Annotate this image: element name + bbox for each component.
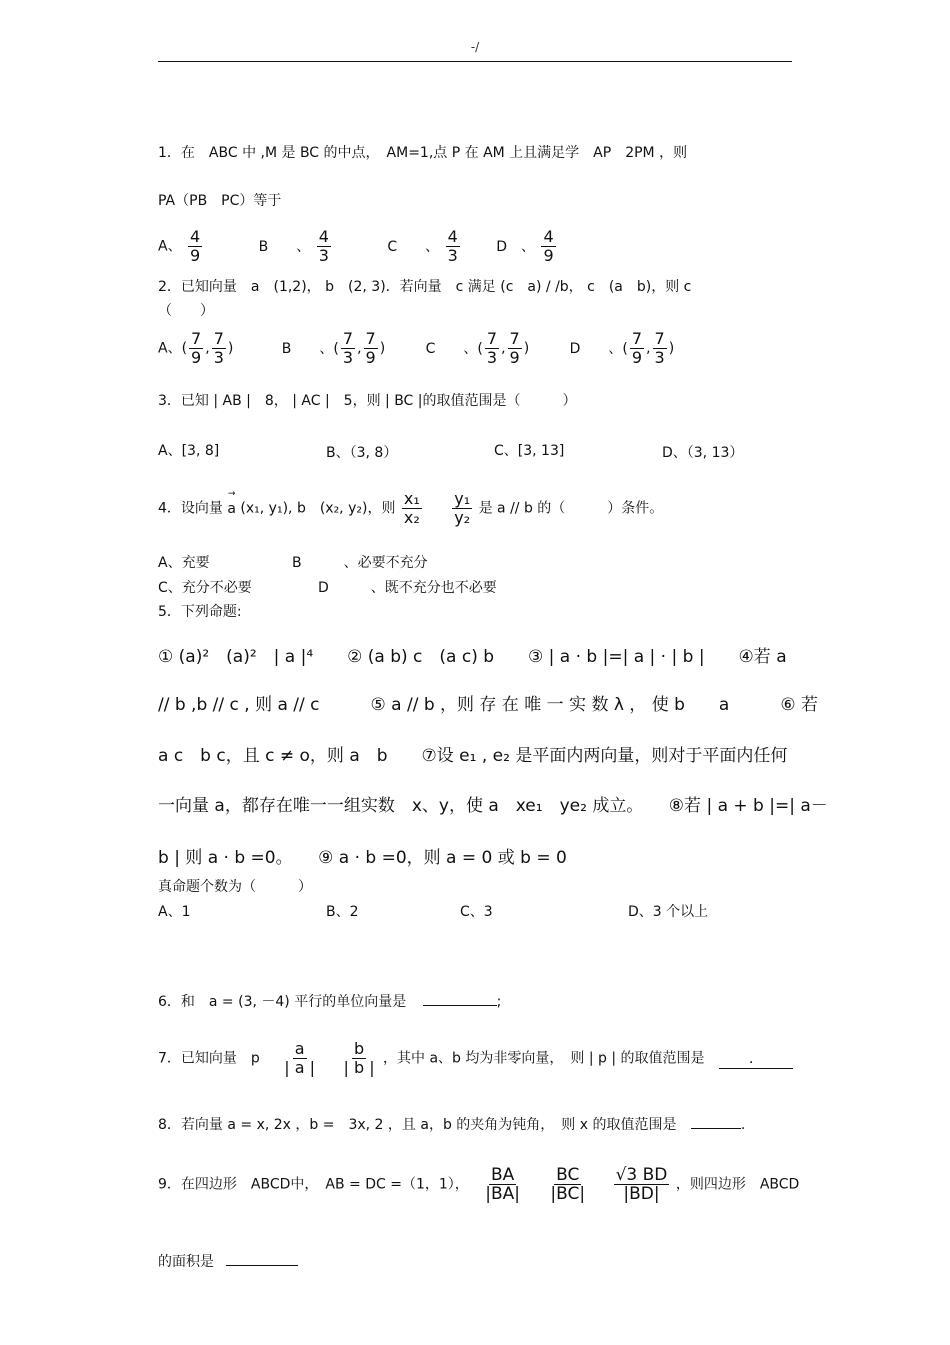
q3-opt-d: D、（3, 13）	[662, 445, 744, 461]
q4-mid: (x₁, y₁), b (x₂, y₂)，则	[240, 500, 396, 517]
q1-opt-b-frac: $\frac{4}{3}$	[318, 227, 329, 265]
q7-frac-b: $\frac{b}{| b |}$	[343, 1039, 375, 1077]
q9-line2	[158, 1251, 298, 1271]
q8-answer-blank[interactable]	[691, 1128, 741, 1129]
q7-frac-a: $\frac{a}{| a |}$	[284, 1039, 316, 1077]
q4-vec-a: → a	[227, 501, 236, 517]
q5-line3: a c b c，且 c ≠ o，则 a b ⑦设 e₁ , e₂ 是平面内两向量，则对于平面内任何	[158, 746, 788, 766]
q4-pre: 4．设向量	[158, 500, 223, 517]
q5-opt-a: A、1	[158, 904, 191, 920]
q3-opt-c: C、[3, 13]	[494, 443, 565, 459]
q8-end: .	[740, 1117, 746, 1133]
q1-opt-c-label: C 、	[387, 238, 440, 255]
q3-opt-b: B、（3, 8）	[326, 445, 398, 461]
q1-opt-d-frac: $\frac{4}{9}$	[543, 227, 554, 265]
q2-opt-d-f2: $\frac{7}{3}$	[654, 329, 665, 367]
q1-opt-d-label: D 、	[496, 238, 536, 255]
q2-opt-a-f2: $\frac{7}{3}$	[213, 329, 224, 367]
q6-text: 6．和 a = (3, －4) 平行的单位向量是	[158, 994, 407, 1010]
q9-line2-text: 的面积是	[158, 1254, 214, 1270]
q2-opt-b-f1: $\frac{7}{3}$	[342, 329, 354, 367]
q2-opt-c-f1: $\frac{7}{3}$	[486, 329, 498, 367]
q2-opt-c-f2: $\frac{7}{9}$	[509, 329, 520, 367]
q2-options: A、( $\frac{7}{9}$ , $\frac{7}{3}$ ) B 、( $\frac{7}{3}$ , $\frac{7}{9}$ ) C 、( $\frac{7}{3}$ , $\frac{7}{9}$ ) D 、( $\frac{7}{9}$ , $\frac{7}{3}$ )	[158, 329, 675, 367]
q9-post: ，则四边形 ABCD	[675, 1176, 800, 1193]
q8-line	[158, 1114, 745, 1134]
q2-line1: 2．已知向量 a (1,2)， b (2, 3)．若向量 c 满足 (c a) / /b， c (a b)，则 c	[158, 279, 692, 295]
page-header: -/	[470, 40, 480, 54]
q1-opt-a-label: A、	[158, 238, 182, 255]
q2-opt-a-label: A、(	[158, 340, 188, 357]
q3-opt-a: A、[3, 8]	[158, 443, 220, 459]
q5-opt-b: B、2	[326, 904, 359, 920]
q1-line1: 1．在 ABC 中 ,M 是 BC 的中点， AM=1,点 P 在 AM 上且满足学 AP 2PM ，则	[158, 145, 688, 161]
q2-opt-c-label: C 、(	[425, 340, 483, 357]
q5-opt-d: D、3 个以上	[628, 904, 709, 920]
q2-line2: （ ）	[158, 303, 214, 319]
q4-frac-y: $\frac{\text{y₁}}{\text{y₂}}$	[454, 489, 471, 527]
q2-opt-b-label: B 、(	[281, 340, 339, 357]
q7-pre: 7．已知向量 p	[158, 1050, 260, 1067]
q9-frac-bd: $\frac{√3 BD}{|BD|}$	[615, 1165, 668, 1204]
q7-post: ，其中 a、b 均为非零向量， 则 | p | 的取值范围是	[383, 1050, 705, 1067]
q5-line2: // b ,b // c , 则 a // c ⑤ a // b ，则 存 在 唯 一 实 数 λ ， 使 b a ⑥ 若	[158, 695, 818, 715]
q2-opt-d-label: D 、(	[569, 340, 628, 357]
q9-pre: 9．在四边形 ABCD中， AB = DC =（1，1），	[158, 1176, 469, 1193]
q4-opt-a: A、充要	[158, 555, 210, 571]
q7-line	[158, 1040, 793, 1077]
q4-post: 是 a // b 的（ ）条件。	[478, 500, 664, 517]
q5-question: 真命题个数为（ ）	[158, 879, 312, 895]
q7-answer-blank[interactable]: ．	[719, 1048, 793, 1069]
q5-line1: ① (a)² (a)² | a |⁴ ② (a b) c (a c) b ③ | a · b |=| a | · | b | ④若 a	[158, 647, 787, 667]
q1-line2: PA（PB PC）等于	[158, 193, 282, 209]
q1-options	[158, 228, 558, 265]
q1-opt-a-frac: $\frac{4}{9}$	[190, 227, 201, 265]
q4-frac-x: $\frac{\text{x₁}}{\text{x₂}}$	[403, 489, 420, 527]
header-rule	[158, 61, 792, 62]
q2-opt-d-f1: $\frac{7}{9}$	[631, 329, 643, 367]
q5-line5: b | 则 a · b =0。 ⑨ a · b =0，则 a = 0 或 b = 0	[158, 848, 567, 868]
q4-opt-d: D 、既不充分也不必要	[318, 580, 497, 596]
q2-opt-a-f1: $\frac{7}{9}$	[191, 329, 202, 367]
q9-frac-ba: $\frac{BA}{|BA|}$	[485, 1165, 520, 1204]
q5-title: 5．下列命题:	[158, 604, 242, 620]
q5-line4: 一向量 a，都存在唯一一组实数 x、y，使 a xe₁ ye₂ 成立。 ⑧若 | a + b |=| a－	[158, 796, 828, 816]
q5-opt-c: C、3	[460, 904, 493, 920]
q9-line1	[158, 1166, 799, 1203]
q6-answer-blank[interactable]	[423, 1005, 497, 1006]
q4-line1	[158, 490, 663, 527]
q9-frac-bc: $\frac{BC}{|BC|}$	[550, 1165, 586, 1204]
q1-opt-b-label: B 、	[258, 238, 311, 255]
q9-answer-blank[interactable]	[226, 1265, 298, 1266]
q4-opt-b: B 、必要不充分	[292, 555, 428, 571]
q4-opt-c: C、充分不必要	[158, 580, 252, 596]
q6-line: 6．和 a = (3, －4) 平行的单位向量是 ;	[158, 994, 502, 1010]
q1-opt-c-frac: $\frac{4}{3}$	[447, 227, 458, 265]
q8-text: 8．若向量 a = x, 2x ，b = 3x, 2 ，且 a，b 的夹角为钝角， 则 x 的取值范围是	[158, 1117, 677, 1133]
q3-line1: 3．已知 | AB | 8， | AC | 5，则 | BC |的取值范围是（ ）	[158, 393, 577, 409]
q2-opt-b-f2: $\frac{7}{9}$	[365, 329, 376, 367]
